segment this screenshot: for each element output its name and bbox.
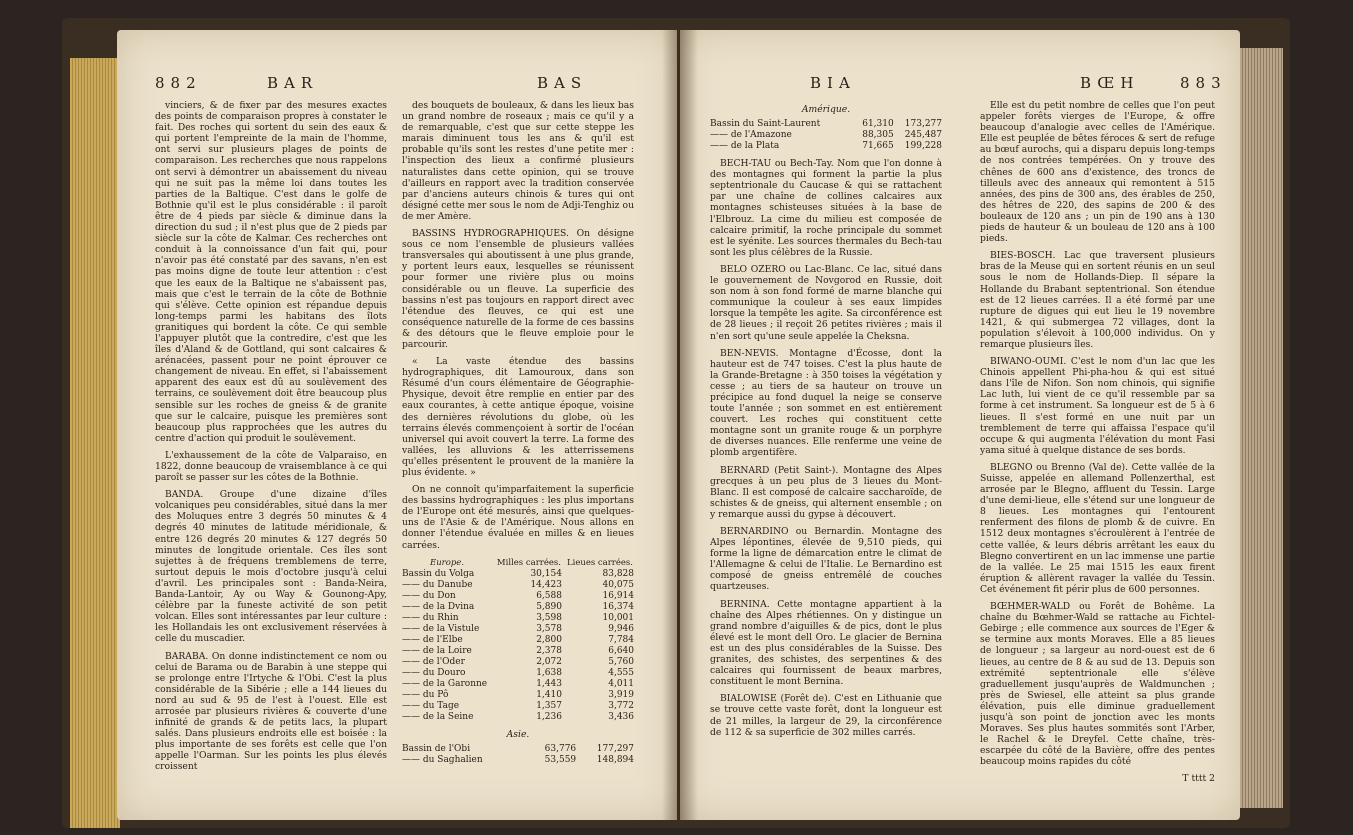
basin-name: Bassin du Volga: [402, 568, 475, 579]
right-page-column-1: [710, 100, 942, 800]
basin-miles: 14,423: [530, 579, 562, 590]
table-row: [402, 602, 634, 613]
asie-label: Asie.: [506, 728, 530, 740]
basin-name: —— du Saghalien: [402, 754, 483, 765]
basin-name: —— du Tage: [402, 700, 460, 711]
table-row: [402, 668, 634, 679]
entry-bech-tau: BECH-TAU ou Bech-Tay. Nom que l'on donne à des montagnes qui forment la partie la plus septentrionale du Caucase & qui se rattachent par une chaîne de collines calcaires aux montagnes schisteuses situées à la base de l'Elbrouz. La cime du milieu est composée de calcaire primitif, la roche principale du sommet est le syénite. Les sources thermales du Bech-tau sont les plus célèbres de la Russie.: [710, 158, 942, 258]
book: [62, 18, 1290, 828]
basin-lieues: 5,760: [608, 656, 634, 667]
basin-miles: 53,559: [544, 754, 577, 765]
entry-biwano-oumi: BIWANO-OUMI. C'est le nom d'un lac que les Chinois appellent Phi-pha-hou & qui est situé dans l'île de Nifon. Son nom chinois, qui signifie Lac luth, lui vient de ce qu'il ressemble par sa forme à cet instrument. Sa longueur est de 5 à 6 lieues. Il s'est formé en une nuit par un tremblement de terre qui affaissa l'espace qu'il occupe & qui augmenta l'élévation du mont Fasi yama situé à quelque distance de ses bords.: [980, 356, 1215, 456]
basin-name: —— du Don: [402, 590, 456, 601]
right-page-column-2: [980, 100, 1215, 800]
basin-lieues: 199,228: [904, 141, 942, 152]
table-row: [402, 755, 634, 766]
basin-name: Bassin de l'Obi: [402, 743, 471, 754]
running-head-right: BŒH: [1080, 74, 1140, 92]
basin-lieues: 83,828: [602, 568, 634, 579]
basin-name: —— de la Loire: [402, 645, 472, 656]
basin-miles: 5,890: [536, 601, 562, 612]
table-col-lieues: Lieues carrées.: [566, 557, 633, 568]
entry-boehmer-wald: BŒHMER-WALD ou Forêt de Bohême. La chaîne du Bœhmer-Wald se rattache au Fichtel-Gebirge ; elle commence aux sources de l'Eger & se termine aux monts Moraves. Elle a 85 lieues de longueur ; sa largeur au nord-ouest est de 6 lieues, au centre de 8 & au sud de 13. Depuis son extrémité septentrionale elle s'élève graduellement jusqu'auprès de Waldmunchen ; près de Swiesel, elle atteint sa plus grande élévation, puis elle diminue graduellement jusqu'à son point de jonction avec les monts Moraves. Ses plus hautes sommités sont l'Arber, le Rachel & le Dreyfel. Cette chaîne, très-escarpée du côté de la Bavière, offre des pentes beaucoup moins rapides du côté: [980, 601, 1215, 768]
basin-miles: 30,154: [530, 568, 562, 579]
entry-baraba: BARABA. On donne indistinctement ce nom ou celui de Barama ou de Barabin à une steppe qui se prolonge entre l'Irtyche & l'Obi. C'est la plus considérable de la Sibérie ; elle a 144 lieues du nord au sud & 95 de l'est à l'ouest. Elle est arrosée par plusieurs rivières & couverte d'une infinité de grands & de petits lacs, la plupart salés. Dans plusieurs endroits elle est boisée : la plus importante de ses forêts est celle que l'on appelle l'Oarman. Sur les points les plus élevés croissent: [155, 650, 387, 773]
basin-miles: 3,598: [536, 612, 562, 623]
table-row: [402, 646, 634, 657]
basin-miles: 2,378: [536, 645, 562, 656]
right-page: [680, 30, 1240, 820]
entry-ben-nevis: BEN-NEVIS. Montagne d'Écosse, dont la hauteur est de 747 toises. C'est la plus haute de la Grande-Bretagne : à 350 toises la végétation y cesse ; au tiers de sa hauteur on trouve un précipice au fond duquel la neige se conserve toute l'année ; son sommet en est entièrement couvert. Les roches qui constituent cette montagne sont un granite rouge & un porphyre de diverses nuances. Elle renferme une veine de plomb argentifère.: [710, 347, 942, 459]
basin-name: —— de l'Elbe: [402, 634, 463, 645]
table-row: [402, 613, 634, 624]
table-row: [402, 744, 634, 755]
basin-miles: 2,072: [536, 656, 562, 667]
table-col-miles: Milles carrées.: [496, 557, 561, 568]
basin-table-europe: [402, 557, 634, 723]
basin-lieues: 4,011: [608, 678, 634, 689]
basin-name: —— de la Garonne: [402, 678, 488, 689]
entry-bernardino: BERNARDINO ou Bernardin. Montagne des Alpes lépontines, élevée de 9,510 pieds, qui forme la ligne de démarcation entre le climat de l'Allemagne & celui de l'Italie. Le Bernardino est composé de gneiss entremêlé de couches quartzeuses.: [710, 526, 942, 593]
table-row: [402, 690, 634, 701]
basin-miles: 2,800: [536, 634, 562, 645]
left-page: [117, 30, 677, 820]
paragraph: vinciers, & de fixer par des mesures exactes des points de comparaison propres à constater le fait. Des roches qui sortent du sein des eaux & qui portent l'empreinte de la main de l'homme, ont servi sur plusieurs plages de points de comparaison. Les recherches que nous rappelons ont servi à démontrer un abaissement du niveau qui ne suit pas la même loi dans toutes les parties de la Baltique. C'est dans le golfe de Bothnie qu'il est le plus considérable : il paroît être de 4 pieds par siècle & diminue dans la direction du sud ; il n'est plus que de 2 pieds par siècle sur la côte de Kalmar. Ces recherches ont conduit à la connoissance d'un fait qui, pour n'avoir pas été constaté par des savans, n'en est pas moins digne de toute leur attention : c'est que les eaux de la Baltique ne s'abaissent pas, mais que c'est le terrain de la côte de Bothnie qui s'élève. Cette opinion est répandue depuis long-temps parmi les habitans des îlots granitiques qui bordent la côte. Ce qui semble l'appuyer plutôt que la contredire, c'est que les îles d'Aland & de Gottland, qui sont calcaires & arénacées, passent pour ne point éprouver ce changement de niveau. En effet, si l'abaissement apparent des eaux est dû au soulèvement des terrains, ce soulèvement doit être beaucoup plus sensible sur les roches de gneiss & de granite que sur le calcaire, puisque les premières sont beaucoup plus rapprochées que les autres du centre d'action qui produit le soulèvement.: [155, 100, 387, 444]
basin-miles: 1,443: [536, 678, 562, 689]
table-row: [402, 701, 634, 712]
basin-name: —— de l'Oder: [402, 656, 465, 667]
basin-table-amerique: [710, 119, 942, 152]
basin-miles: 63,776: [544, 743, 577, 754]
table-row: [402, 679, 634, 690]
entry-bies-bosch: BIES-BOSCH. Lac que traversent plusieurs bras de la Meuse qui en sortent réunis en un seul sous le nom de Hollands-Diep. Il sépare la Hollande du Brabant septentrional. Son étendue est de 12 lieues carrées. Il a été formé par une rupture de digues qui eut lieu le 19 novembre 1421, & qui submergea 72 villages, dont la population s'élevoit à 100,000 individus. On y remarque plusieurs îles.: [980, 250, 1215, 350]
basin-name: —— du Danube: [402, 579, 473, 590]
entry-bernard: BERNARD (Petit Saint-). Montagne des Alpes grecques à un peu plus de 3 lieues du Mont-Blanc. Il est composé de calcaire saccharoïde, de schistes & de gneiss, qui alternent ensemble ; on y remarque aussi du gypse à découvert.: [710, 464, 942, 520]
basin-name: —— de la Dvina: [402, 601, 475, 612]
table-region-label: Europe.: [430, 557, 465, 568]
running-head-left: BIA: [810, 74, 856, 92]
basin-name: —— de la Seine: [402, 711, 474, 722]
basin-lieues: 9,946: [608, 623, 634, 634]
amerique-label: Amérique.: [801, 104, 851, 115]
page-number-left: 882: [155, 74, 202, 92]
page-number-right: 883: [1180, 74, 1227, 92]
entry-belo-ozero: BELO OZERO ou Lac-Blanc. Ce lac, situé dans le gouvernement de Novgorod en Russie, doit son nom à son fond formé de marne blanche qui communique la couleur à ses eaux limpides lorsque la tempête les agite. Sa circonférence est de 28 lieues ; il reçoit 26 petites rivières ; mais il n'en sort qu'une seule appelée la Cheksna.: [710, 263, 942, 342]
basin-name: —— du Rhin: [402, 612, 459, 623]
basin-name: —— de l'Amazone: [710, 130, 792, 141]
entry-bialowise: BIALOWISE (Forêt de). C'est en Lithuanie que se trouve cette vaste forêt, dont la longueur est de 21 milles, la largeur de 29, la circonférence de 112 & sa superficie de 302 milles carrés.: [710, 693, 942, 738]
table-row: [710, 141, 942, 152]
table-row: [402, 657, 634, 668]
entry-banda: BANDA. Groupe d'une dizaine d'îles volcaniques peu considérables, situé dans la mer des Moluques entre 3 degrés 50 minutes & 4 degrés 40 minutes de latitude méridionale, & entre 126 degrés 20 minutes & 127 degrés 50 minutes de longitude orientale. Ces îles sont sujettes à de fréquens tremblemens de terre, surtout depuis le mois d'octobre jusqu'à celui d'avril. Les principales sont : Banda-Neira, Banda-Lantoir, Ay ou Way & Gounong-Apy, célèbre par la funeste activité de son petit volcan. Elles sont intéressantes par leur culture : les Hollandais les ont exclusivement réservées à celle du muscadier.: [155, 489, 387, 645]
table-row: [402, 635, 634, 646]
basin-miles: 6,588: [536, 590, 562, 601]
basin-miles: 1,357: [536, 700, 562, 711]
basin-lieues: 16,374: [602, 601, 634, 612]
table-row: [710, 119, 942, 130]
basin-lieues: 4,555: [608, 667, 634, 678]
basin-lieues: 16,914: [602, 590, 634, 601]
basin-miles: 71,665: [862, 141, 894, 152]
book-gutter: [662, 30, 698, 820]
basin-miles: 61,310: [862, 119, 894, 130]
basin-lieues: 40,075: [602, 579, 634, 590]
basin-lieues: 177,297: [596, 743, 634, 754]
paragraph: des bouquets de bouleaux, & dans les lieux bas un grand nombre de roseaux ; mais ce qu'il y a de remarquable, c'est que sur cette steppe les marais diminuent tous les ans & qu'il est probable qu'ils sont les restes d'une petite mer : l'inspection des lieux a confirmé plusieurs naturalistes dans cette opinion, qui se trouve d'ailleurs en rapport avec la tradition conservée par d'anciens auteurs chinois & tures qui ont désigné cette mer sous le nom de Adji-Tenghiz ou de mer Amère.: [402, 100, 634, 222]
basin-name: —— de la Plata: [710, 141, 780, 152]
entry-blegno: BLEGNO ou Brenno (Val de). Cette vallée de la Suisse, appelée en allemand Pollenzerthal, est arrosée par le Blegno, affluent du Tessin. Large d'une demi-lieue, elle s'étend sur une longueur de 8 lieues. Les montagnes qui l'entourent renferment des filons de plomb & de cuivre. En 1512 deux montagnes s'écroulèrent à l'entrée de cette vallée, & leurs débris arrêtant les eaux du Blegno convertirent en un lac immense une partie de la vallée. Le 25 mai 1515 les eaux firent éruption & allèrent ravager la vallée du Tessin. Cet événement fit périr plus de 600 personnes.: [980, 461, 1215, 595]
left-page-column-1: [155, 100, 387, 800]
basin-miles: 1,410: [536, 689, 562, 700]
basin-lieues: 10,001: [602, 612, 634, 623]
entry-bassins: BASSINS HYDROGRAPHIQUES. On désigne sous ce nom l'ensemble de plusieurs vallées transversales qui aboutissent à une plus grande, y portent leurs eaux, lesquelles se réunissent pour former une rivière plus ou moins considérable ou un fleuve. La superficie des bassins n'est pas toujours en rapport direct avec l'étendue des fleuves, ce qui est une conséquence naturelle de la forme de ces bassins & des détours que le fleuve emploie pour le parcourir.: [402, 228, 634, 350]
basin-lieues: 3,919: [608, 689, 634, 700]
paragraph: L'exhaussement de la côte de Valparaiso, en 1822, donne beaucoup de vraisemblance à ce qui paroît se passer sur les côtes de la Bothnie.: [155, 449, 387, 484]
table-row: [402, 591, 634, 602]
basin-lieues: 173,277: [904, 119, 942, 130]
page-edges-right: [1237, 48, 1283, 808]
table-row: [710, 130, 942, 141]
page-edges-left: [70, 58, 120, 828]
left-page-column-2: [402, 100, 634, 800]
running-head-right-col: BAS: [537, 74, 588, 92]
running-head-left: BAR: [267, 74, 319, 92]
basin-lieues: 3,772: [608, 700, 634, 711]
basin-name: —— du Pô: [402, 689, 449, 700]
table-row: [402, 580, 634, 591]
basin-name: —— de la Vistule: [402, 623, 480, 634]
table-row: [402, 712, 634, 723]
basin-miles: 1,638: [536, 667, 562, 678]
basin-lieues: 7,784: [608, 634, 634, 645]
basin-name: —— du Douro: [402, 667, 466, 678]
paragraph: On ne connoît qu'imparfaitement la superficie des bassins hydrographiques : les plus importans de l'Europe ont été mesurés, ainsi que quelques-uns de l'Asie & de l'Amérique. Nous allons en donner l'étendue évaluée en milles & en lieues carrées.: [402, 484, 634, 551]
basin-miles: 3,578: [536, 623, 562, 634]
basin-lieues: 148,894: [596, 754, 634, 765]
table-row: [402, 569, 634, 580]
entry-bernina: BERNINA. Cette montagne appartient à la chaîne des Alpes rhétiennes. On y distingue un grand nombre d'aiguilles & de pics, dont le plus élevé est le mont dell Oro. Le glacier de Bernina est un des plus considérables de la Suisse. Des granites, des schistes, des serpentines & des calcaires qui fournissent de beaux marbres, constituent le mont Bernina.: [710, 598, 942, 688]
basin-miles: 1,236: [536, 711, 562, 722]
quote: « La vaste étendue des bassins hydrographiques, dit Lamouroux, dans son Résumé d'un cours élémentaire de Géographie-Physique, devoit être remplie en entier par des eaux courantes, à cette antique époque, voisine des dernières révolutions du globe, où les terrains élevés commençoient à sortir de l'océan universel qui avoit couvert la terre. La forme des vallées, les alluvions & les atterrissemens qu'elles présentent le prouvent de la manière la plus évidente. »: [402, 356, 634, 478]
basin-name: Bassin du Saint-Laurent: [710, 119, 821, 130]
basin-lieues: 3,436: [608, 711, 634, 722]
signature-mark: T tttt 2: [1182, 773, 1215, 785]
paragraph: Elle est du petit nombre de celles que l'on peut appeler forêts vierges de l'Europe, & offre beaucoup d'analogie avec celles de l'Amérique. Elle est peuplée de bêtes féroces & sert de refuge au bœuf aurochs, qui a disparu depuis long-temps de nos contrées tempérées. On y trouve des chênes de 600 ans d'existence, des troncs de tilleuls avec des anneaux qui remontent à 515 années, des pins de 300 ans, des érables de 250, des hêtres de 220, des sapins de 200 & des bouleaux de 120 ans ; un pin de 190 ans à 130 pieds de hauteur & un bouleau de 120 ans à 100 pieds.: [980, 100, 1215, 245]
basin-lieues: 6,640: [608, 645, 634, 656]
table-row: [402, 624, 634, 635]
basin-lieues: 245,487: [904, 130, 942, 141]
basin-table-asie: [402, 744, 634, 766]
basin-miles: 88,305: [862, 130, 894, 141]
